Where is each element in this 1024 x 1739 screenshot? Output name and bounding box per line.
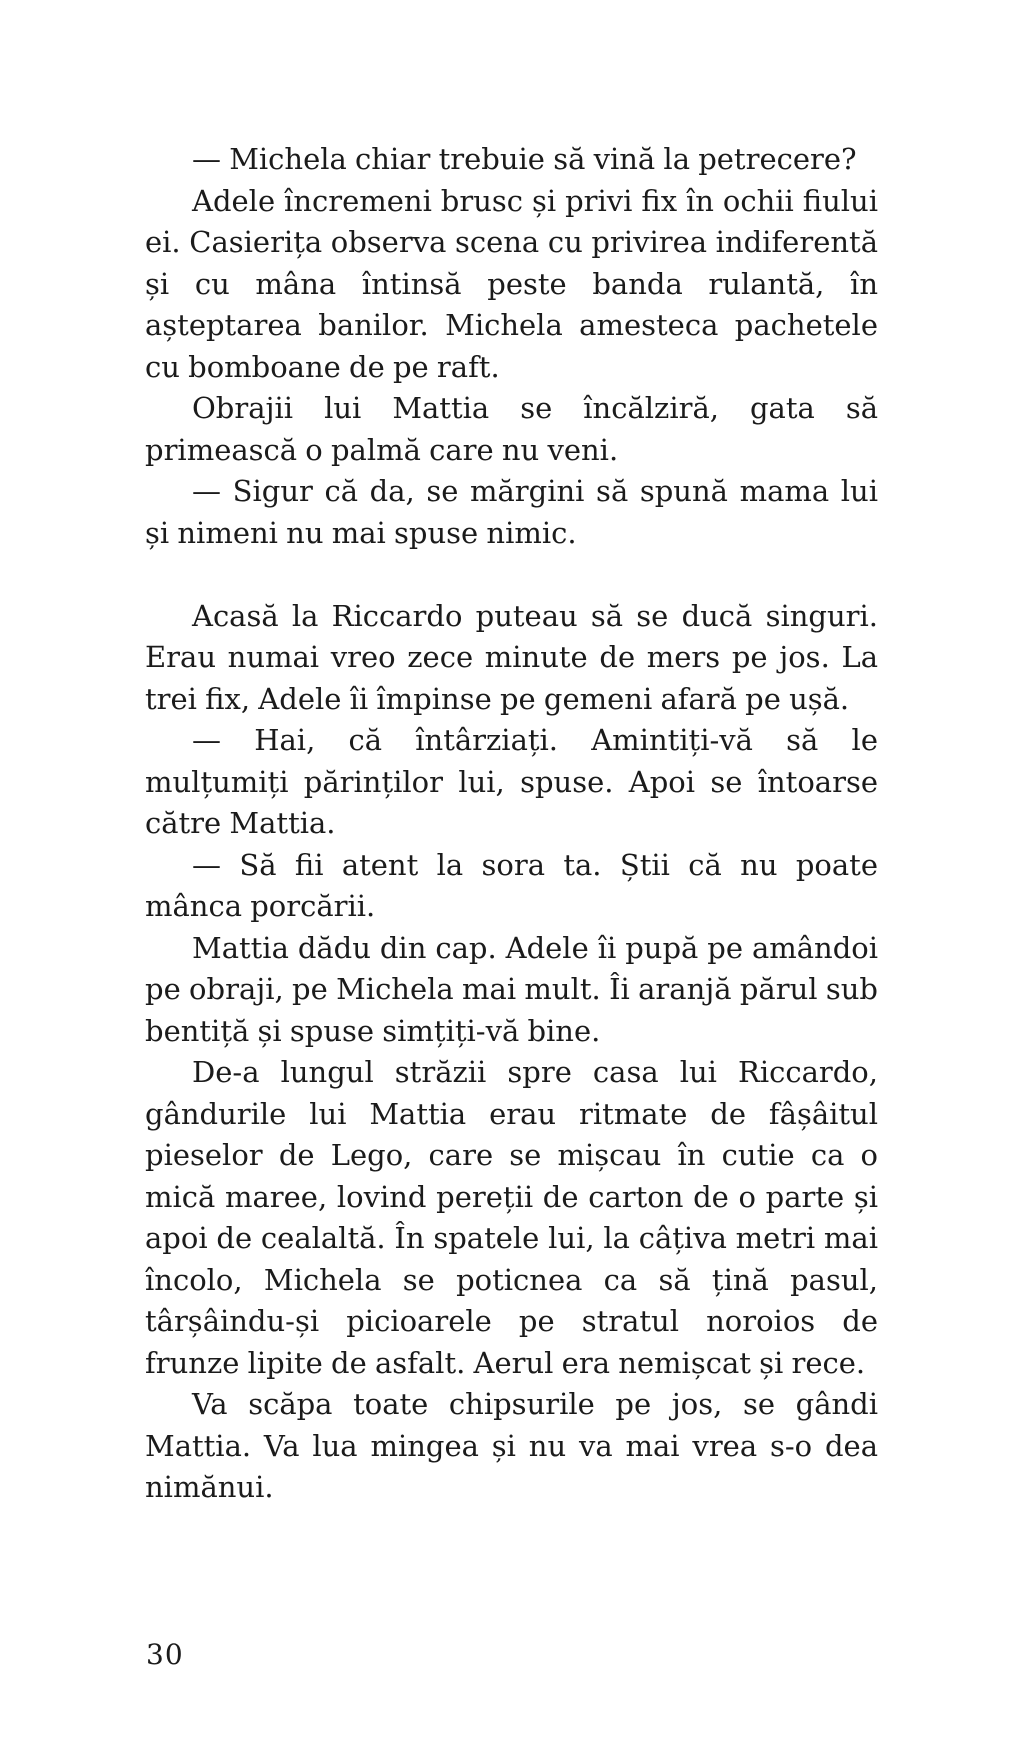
paragraph-8: Mattia dădu din cap. Adele îi pupă pe amândoi pe obraji, pe Michela mai mult. Îi aranjă părul sub bentiță și spuse simțiți-vă bine. (145, 930, 878, 1048)
paragraph-dialogue-1: — Michela chiar trebuie să vină la petrecere? (192, 142, 857, 176)
paragraph-3: Obrajii lui Mattia se încălziră, gata să primească o palmă care nu veni. (145, 391, 878, 467)
page-number: 30 (146, 1638, 184, 1671)
paragraph-dialogue-4: — Sigur că da, se mărgini să spună mama lui și nimeni nu mai spuse nimic. (145, 474, 878, 550)
paragraph-10: Va scăpa toate chipsurile pe jos, se gândi Mattia. Va lua mingea și nu va mai vrea s-o dea nimănui. (145, 1387, 878, 1504)
paragraph-9: De-a lungul străzii spre casa lui Riccardo, gândurile lui Mattia erau ritmate de fâșâitul pieselor de Lego, care se mișcau în cutie ca o mică maree, lovind pereții de carton de o parte și apoi de cealaltă. În spatele lui, la câțiva metri mai încolo, Michela se poticnea ca să țină pasul, târșâindu-și picioarele pe stratul noroios de frunze lipite de asfalt. Aerul era nemișcat și rece. (145, 1055, 878, 1380)
paragraph-dialogue-7: — Să fii atent la sora ta. Știi că nu poate mânca porcării. (145, 847, 878, 923)
body-text (145, 139, 878, 1509)
paragraph-dialogue-6: — Hai, că întârziați. Amintiți-vă să le mulțumiți părinților lui, spuse. Apoi se întoarse către Mattia. (145, 723, 878, 840)
paragraph-5-section-start: Acasă la Riccardo puteau să se ducă singuri. Erau numai vreo zece minute de mers pe jos. La trei fix, Adele îi împinse pe gemeni afară pe ușă. (145, 598, 878, 716)
paragraph-2: Adele încremeni brusc și privi fix în ochii fiului ei. Casierița observa scena cu privirea indiferentă și cu mâna întinsă peste banda rulantă, în așteptarea banilor. Michela amesteca pachetele cu bomboane de pe raft. (145, 183, 878, 384)
